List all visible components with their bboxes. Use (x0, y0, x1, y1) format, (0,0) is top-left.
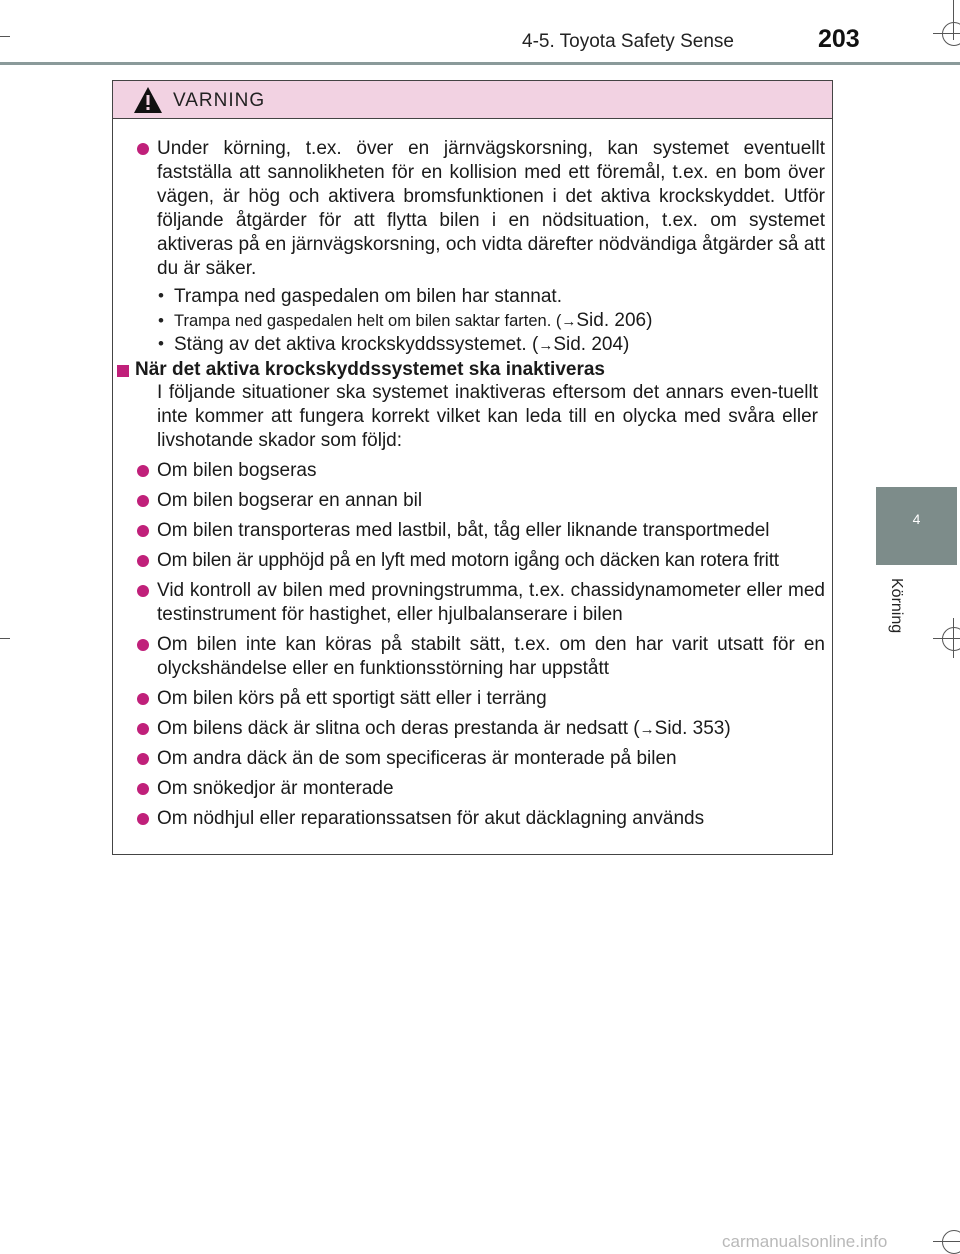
bullet-icon (137, 723, 149, 735)
bullet-icon (137, 525, 149, 537)
registration-line (953, 0, 954, 40)
subheading: När det aktiva krockskyddssystemet ska inaktiveras (135, 359, 605, 380)
bullet-icon (137, 143, 149, 155)
bullet-icon (137, 753, 149, 765)
bullet-dot-icon: • (158, 286, 164, 305)
list-item: Vid kontroll av bilen med provningstrumma, t.ex. chassidynamometer eller med testinstrument för hastighet, eller hjulbalanserare i bilen (157, 580, 825, 625)
crop-mark-top-left (0, 36, 10, 37)
chapter-number: 4 (912, 511, 921, 527)
list-item: Om bilen bogseras (157, 460, 317, 481)
bullet-icon (137, 639, 149, 651)
list-item: Om nödhjul eller reparationssatsen för akut däcklagning används (157, 808, 705, 829)
footer-watermark: carmanualsonline.info (722, 1232, 888, 1251)
sub-intro: I följande situationer ska systemet inaktiveras eftersom det annars even-tuellt inte kommer att fungera korrekt vilket kan leda till en olycka med svåra eller livshotande skador som följd: (157, 382, 818, 451)
chapter-label: Körning (888, 578, 905, 634)
warning-header (113, 81, 832, 119)
registration-mark-top-right (942, 22, 960, 46)
step-item: Trampa ned gaspedalen helt om bilen saktar farten. (→Sid. 206) (174, 310, 653, 331)
registration-line (933, 638, 960, 639)
step-item: Trampa ned gaspedalen om bilen har stannat. (174, 286, 562, 307)
bullet-icon (137, 783, 149, 795)
bullet-icon (137, 585, 149, 597)
crop-mark-left (0, 638, 10, 639)
registration-line (933, 33, 960, 34)
arrow-right-icon: → (538, 337, 554, 354)
bullet-dot-icon: • (158, 311, 164, 330)
list-item: Om bilen bogserar en annan bil (157, 490, 423, 511)
step-item: Stäng av det aktiva krockskyddssystemet. (→Sid. 204) (174, 334, 630, 355)
list-item: Om bilen inte kan köras på stabilt sätt, t.ex. om den har varit utsatt för en olyckshändelse eller en funktionsstörning har uppstått (157, 634, 825, 679)
bullet-icon (137, 495, 149, 507)
page-ref[interactable]: Sid. 353) (654, 718, 731, 739)
page-number: 203 (818, 25, 860, 53)
list-item: Om bilens däck är slitna och deras prestanda är nedsatt (→Sid. 353) (157, 718, 731, 739)
list-item: Om bilen körs på ett sportigt sätt eller i terräng (157, 688, 547, 709)
bullet-icon (137, 693, 149, 705)
registration-line (953, 618, 954, 658)
warning-title: VARNING (173, 90, 266, 111)
registration-mark-bottom-right (942, 1230, 960, 1254)
section-title: 4-5. Toyota Safety Sense (522, 31, 734, 52)
chapter-tab (876, 487, 957, 565)
warning-intro: Under körning, t.ex. över en järnvägskorsning, kan systemet eventuellt fastställa att sannolikheten för en kollision med ett föremål, t.ex. en bom över vägen, är hög och aktivera bromsfunktionen i det aktiva krockskyddet. Utför följande åtgärder för att flytta bilen i en nödsituation, t.ex. om systemet aktiveras på en järnvägskorsning, och vidta därefter nödvändiga åtgärder så att du är säker. (157, 138, 825, 279)
bullet-icon (137, 555, 149, 567)
bullet-dot-icon: • (158, 334, 164, 353)
arrow-right-icon: → (639, 721, 655, 738)
bullet-icon (137, 465, 149, 477)
list-item: Om snökedjor är monterade (157, 778, 394, 799)
warning-triangle-icon (133, 86, 163, 114)
page-ref[interactable]: Sid. 206) (576, 310, 653, 331)
bullet-icon (137, 813, 149, 825)
registration-line (933, 1241, 960, 1242)
list-item: Om bilen är upphöjd på en lyft med motorn igång och däcken kan rotera fritt (157, 550, 779, 571)
list-item: Om andra däck än de som specificeras är monterade på bilen (157, 748, 677, 769)
arrow-right-icon: → (561, 313, 577, 330)
square-bullet-icon (117, 365, 129, 377)
registration-mark-right (942, 627, 960, 651)
header-rule (0, 62, 960, 65)
page-ref[interactable]: Sid. 204) (553, 334, 630, 355)
list-item: Om bilen transporteras med lastbil, båt, tåg eller liknande transportmedel (157, 520, 770, 541)
